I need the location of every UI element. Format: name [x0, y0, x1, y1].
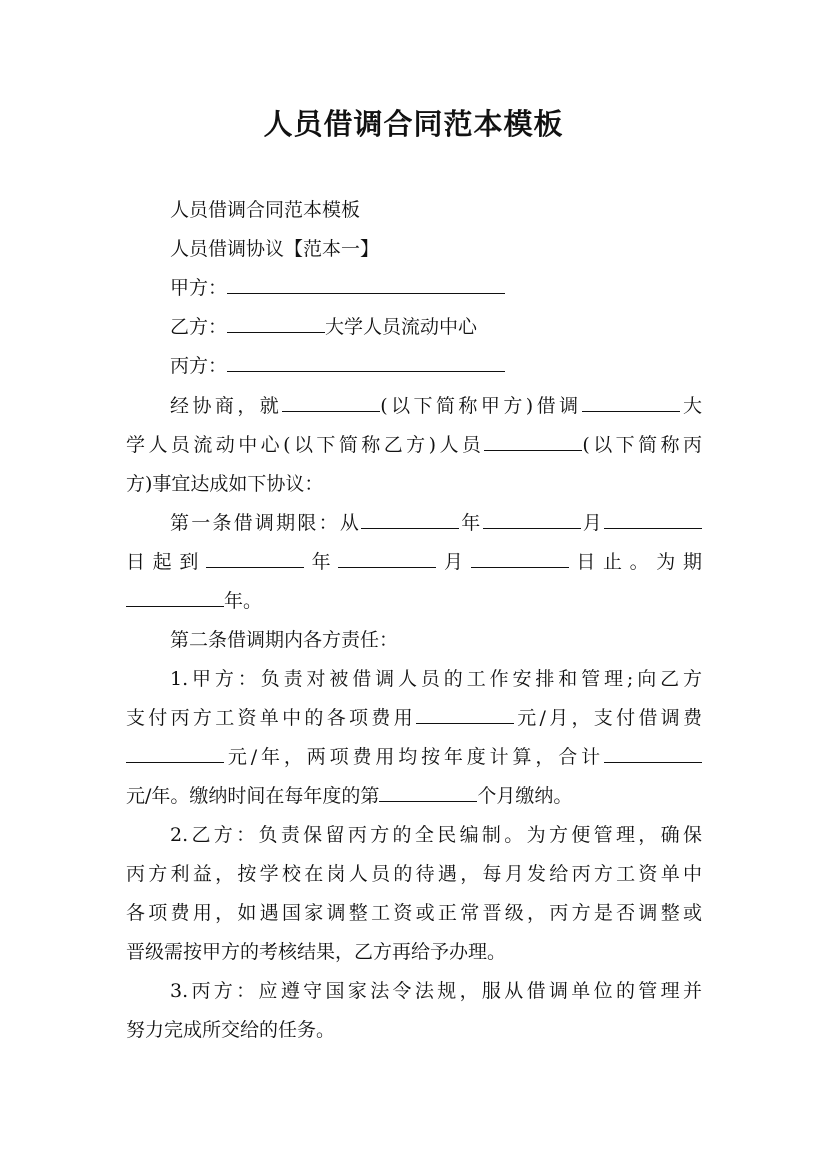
fill-blank	[126, 588, 224, 607]
fill-blank	[604, 744, 702, 763]
subtitle-line: 人员借调合同范本模板	[170, 199, 361, 221]
body-line: 1.甲方：负责对被借调人员的工作安排和管理;向乙方	[170, 668, 702, 690]
party-a-blank	[227, 275, 505, 294]
fill-blank	[582, 393, 680, 412]
fill-blank	[282, 393, 380, 412]
text-segment: 个月缴纳。	[477, 785, 573, 807]
text-segment: 经协商，就	[170, 395, 283, 417]
fill-blank	[484, 432, 582, 451]
party-a-label: 甲方：	[170, 277, 228, 299]
agreement-heading: 人员借调协议【范本一】	[170, 238, 380, 260]
body-line	[126, 548, 702, 576]
text-segment: 学人员流动中心(以下简称乙方)人员	[126, 434, 485, 456]
text-segment: 元/年，两项费用均按年度计算，合计	[224, 746, 604, 768]
body-line: 各项费用，如遇国家调整工资或正常晋级，丙方是否调整或	[126, 902, 702, 924]
party-b-label: 乙方：	[170, 316, 228, 338]
body-line: 3.丙方：应遵守国家法令法规，服从借调单位的管理并	[170, 980, 702, 1002]
text-segment: 日止。为期	[568, 551, 702, 573]
fill-blank	[379, 783, 477, 802]
body-line: 丙方利益，按学校在岗人员的待遇，每月发给丙方工资单中	[126, 863, 702, 885]
text-segment: 大	[679, 395, 702, 417]
text-segment: 日起到	[126, 551, 206, 573]
body-line	[126, 587, 702, 615]
section-heading: 第二条借调期内各方责任：	[170, 629, 399, 651]
text-segment: 元/月，支付借调费	[513, 707, 702, 729]
party-a-line	[170, 274, 746, 302]
fill-blank	[338, 549, 436, 568]
text-segment: 年	[304, 551, 339, 573]
text-segment: 月	[436, 551, 471, 573]
body-line	[126, 743, 702, 771]
text-segment: 元/年。缴纳时间在每年度的第	[126, 785, 380, 807]
text-segment: 支付丙方工资单中的各项费用	[126, 707, 416, 729]
text-segment: 第一条借调期限：从	[170, 512, 362, 534]
fill-blank	[604, 510, 702, 529]
fill-blank	[206, 549, 304, 568]
party-b-suffix: 大学人员流动中心	[325, 316, 478, 338]
party-c-blank	[227, 353, 505, 372]
body-line: 2.乙方：负责保留丙方的全民编制。为方便管理，确保	[170, 824, 702, 846]
body-line	[126, 782, 702, 810]
party-c-line	[170, 352, 746, 380]
body-line: 努力完成所交给的任务。	[126, 1019, 336, 1041]
document-title: 人员借调合同范本模板	[263, 107, 564, 141]
fill-blank	[361, 510, 459, 529]
party-c-label: 丙方：	[170, 355, 228, 377]
fill-blank	[126, 744, 224, 763]
body-line: 方)事宜达成如下协议：	[126, 473, 324, 495]
text-segment: 月	[580, 512, 604, 534]
text-segment: (以下简称甲方)借调	[380, 395, 582, 417]
body-line	[170, 509, 702, 537]
text-segment: 年。	[224, 590, 263, 612]
body-line	[170, 392, 702, 420]
body-line	[126, 704, 702, 732]
body-line	[126, 431, 702, 459]
fill-blank	[416, 705, 514, 724]
body-line: 晋级需按甲方的考核结果，乙方再给予办理。	[126, 941, 507, 963]
party-b-line	[170, 313, 746, 341]
fill-blank	[483, 510, 581, 529]
text-segment: 年	[459, 512, 483, 534]
text-segment: (以下简称丙	[582, 434, 703, 456]
party-b-blank	[227, 314, 325, 333]
fill-blank	[471, 549, 569, 568]
